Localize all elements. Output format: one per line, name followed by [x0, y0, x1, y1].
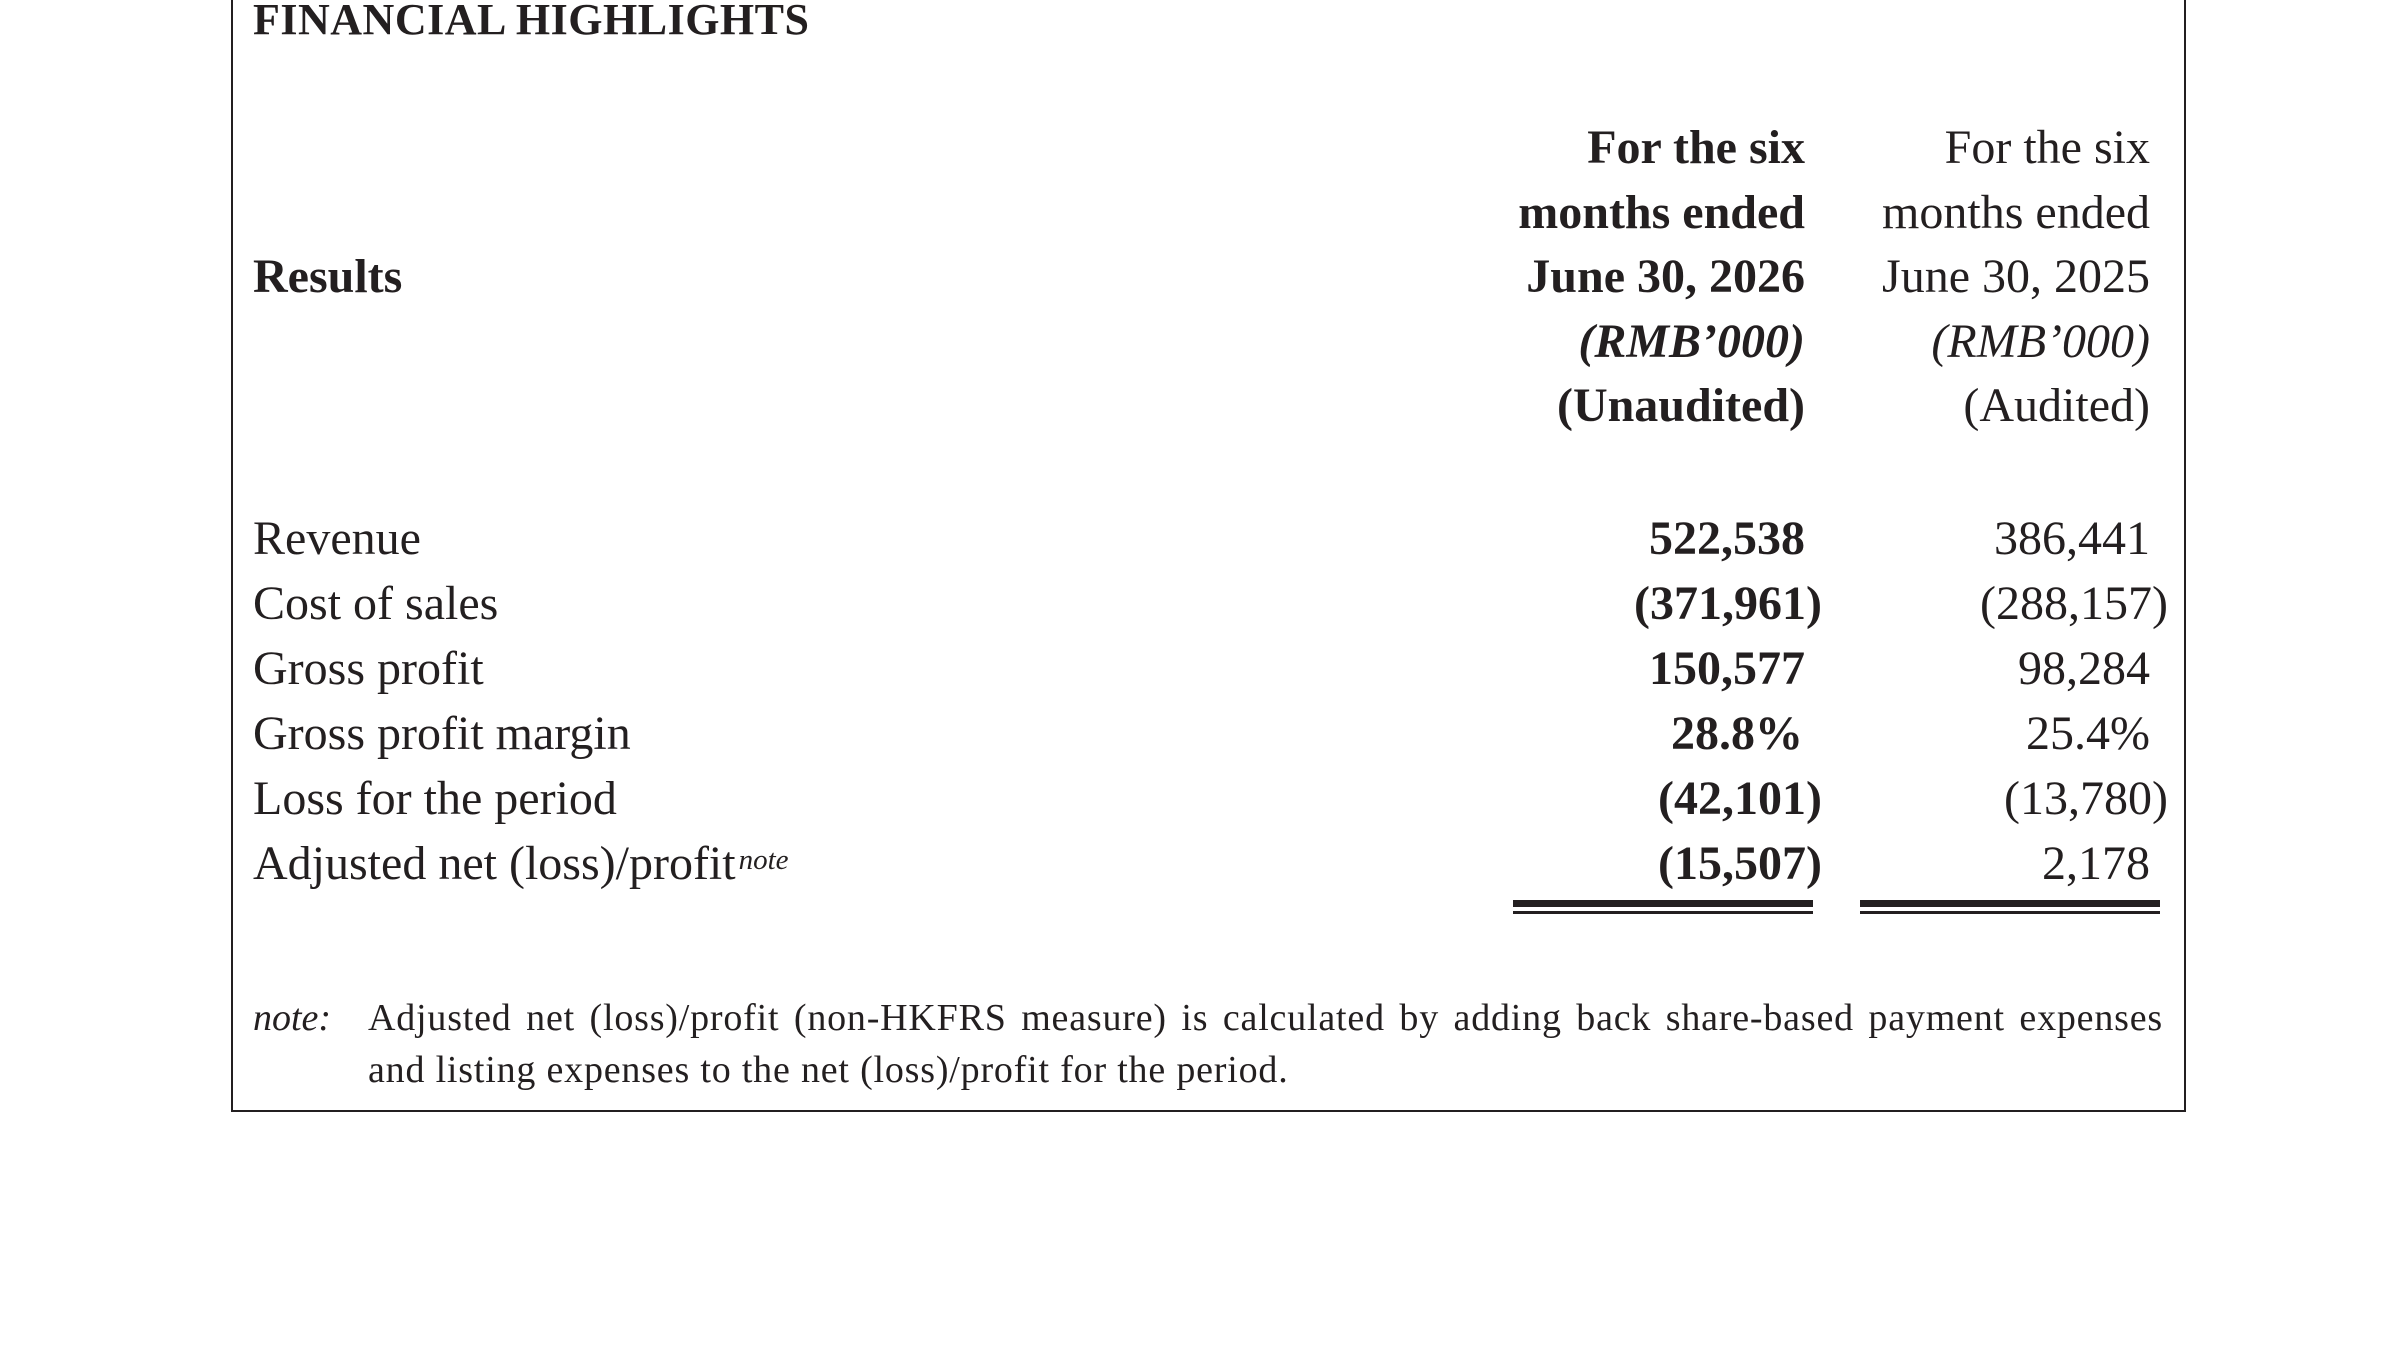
results-heading: Results: [253, 250, 403, 303]
row-label-cost-of-sales: Cost of sales: [253, 577, 499, 630]
row-label-adjusted-net-profit: [253, 834, 789, 894]
row-label-gross-profit: Gross profit: [253, 642, 484, 695]
column-header-prior-unit: (RMB’000): [1931, 314, 2150, 368]
value-cost-of-sales-prior: (288,157): [1980, 577, 2168, 630]
column-header-prior: [1882, 116, 2150, 439]
value-revenue-prior: 386,441: [1994, 512, 2150, 565]
value-adjusted-net-profit-current: (15,507): [1658, 837, 1822, 890]
value-adjusted-net-profit-prior: 2,178: [2042, 837, 2150, 890]
column-header-current-line3: June 30, 2026: [1526, 250, 1805, 303]
column-header-prior-status: (Audited): [1963, 379, 2150, 432]
row-label-adjusted-net-profit-text: Adjusted net (loss)/profit: [253, 837, 736, 890]
column-header-current-status: (Unaudited): [1556, 379, 1805, 432]
column-header-prior-line3: June 30, 2025: [1882, 250, 2150, 303]
row-label-gross-profit-margin: Gross profit margin: [253, 707, 631, 760]
column-header-current-line2: months ended: [1518, 185, 1805, 239]
column-header-prior-line1: For the six: [1944, 121, 2150, 174]
column-header-current-line1: For the six: [1587, 121, 1805, 174]
section-title: FINANCIAL HIGHLIGHTS: [253, 0, 810, 44]
value-loss-for-the-period-prior: (13,780): [2004, 772, 2168, 825]
row-label-revenue: Revenue: [253, 512, 421, 565]
value-loss-for-the-period-current: (42,101): [1658, 772, 1822, 825]
note-reference: note: [738, 844, 789, 876]
value-gross-profit-margin-current: 28.8%: [1671, 707, 1803, 760]
column-header-current-unit: (RMB’000): [1578, 314, 1805, 368]
value-gross-profit-current: 150,577: [1649, 642, 1805, 695]
note-key: note:: [253, 997, 332, 1039]
row-label-loss-for-the-period: Loss for the period: [253, 772, 617, 825]
column-header-current: [1518, 116, 1805, 439]
column-header-prior-line2: months ended: [1882, 185, 2150, 239]
value-cost-of-sales-current: (371,961): [1634, 577, 1822, 630]
value-gross-profit-margin-prior: 25.4%: [2026, 707, 2150, 760]
value-revenue-current: 522,538: [1649, 512, 1805, 565]
note-text: Adjusted net (loss)/profit (non-HKFRS measure) is calculated by adding back share-based payment expenses and listing expenses to the net (loss)/profit for the period.: [368, 997, 2163, 1091]
value-gross-profit-prior: 98,284: [2018, 642, 2150, 695]
